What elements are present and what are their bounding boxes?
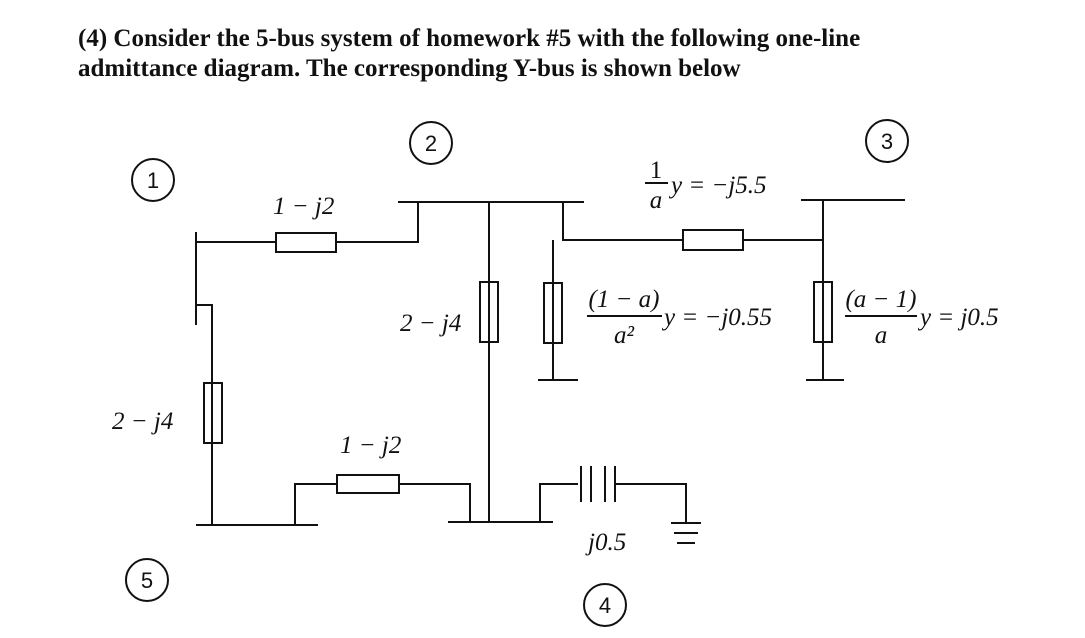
tap-series-numerator: 1 [649, 157, 663, 184]
capacitor-label: j0.5 [588, 529, 627, 556]
tap-left-value: y = −j0.55 [664, 304, 773, 331]
bus-4-number: 4 [598, 593, 612, 618]
problem-line-1: (4) Consider the 5-bus system of homework #5 with the following one-line [78, 25, 861, 52]
line-1-2-impedance [276, 233, 336, 252]
line-4-5-wire [295, 484, 470, 525]
problem-line-2: admittance diagram. The corresponding Y-bus is shown below [78, 55, 741, 82]
line-1-5-label: 2 − j4 [112, 408, 174, 435]
line-4-5-impedance [337, 475, 399, 493]
tap-series-value: y = −j5.5 [671, 172, 767, 199]
bus-2-number: 2 [424, 131, 438, 156]
tap-left-numerator: (1 − a) [588, 286, 660, 313]
tap-right-value: y = j0.5 [920, 304, 999, 331]
bus-1-number: 1 [146, 168, 160, 193]
tap-left-denominator: a² [614, 322, 634, 349]
line-4-5-label: 1 − j2 [340, 432, 402, 459]
capacitor-wire [540, 484, 686, 523]
bus-3-number: 3 [880, 129, 894, 154]
tap-series-impedance [683, 230, 743, 250]
line-1-2-label: 1 − j2 [273, 193, 335, 220]
shunt-2-4-label: 2 − j4 [400, 310, 462, 337]
tap-series-denominator: a [649, 187, 663, 214]
bus-5-number: 5 [140, 568, 154, 593]
tap-right-numerator: (a − 1) [845, 286, 917, 313]
tap-branch-wire [563, 202, 823, 240]
tap-right-denominator: a [874, 322, 888, 349]
